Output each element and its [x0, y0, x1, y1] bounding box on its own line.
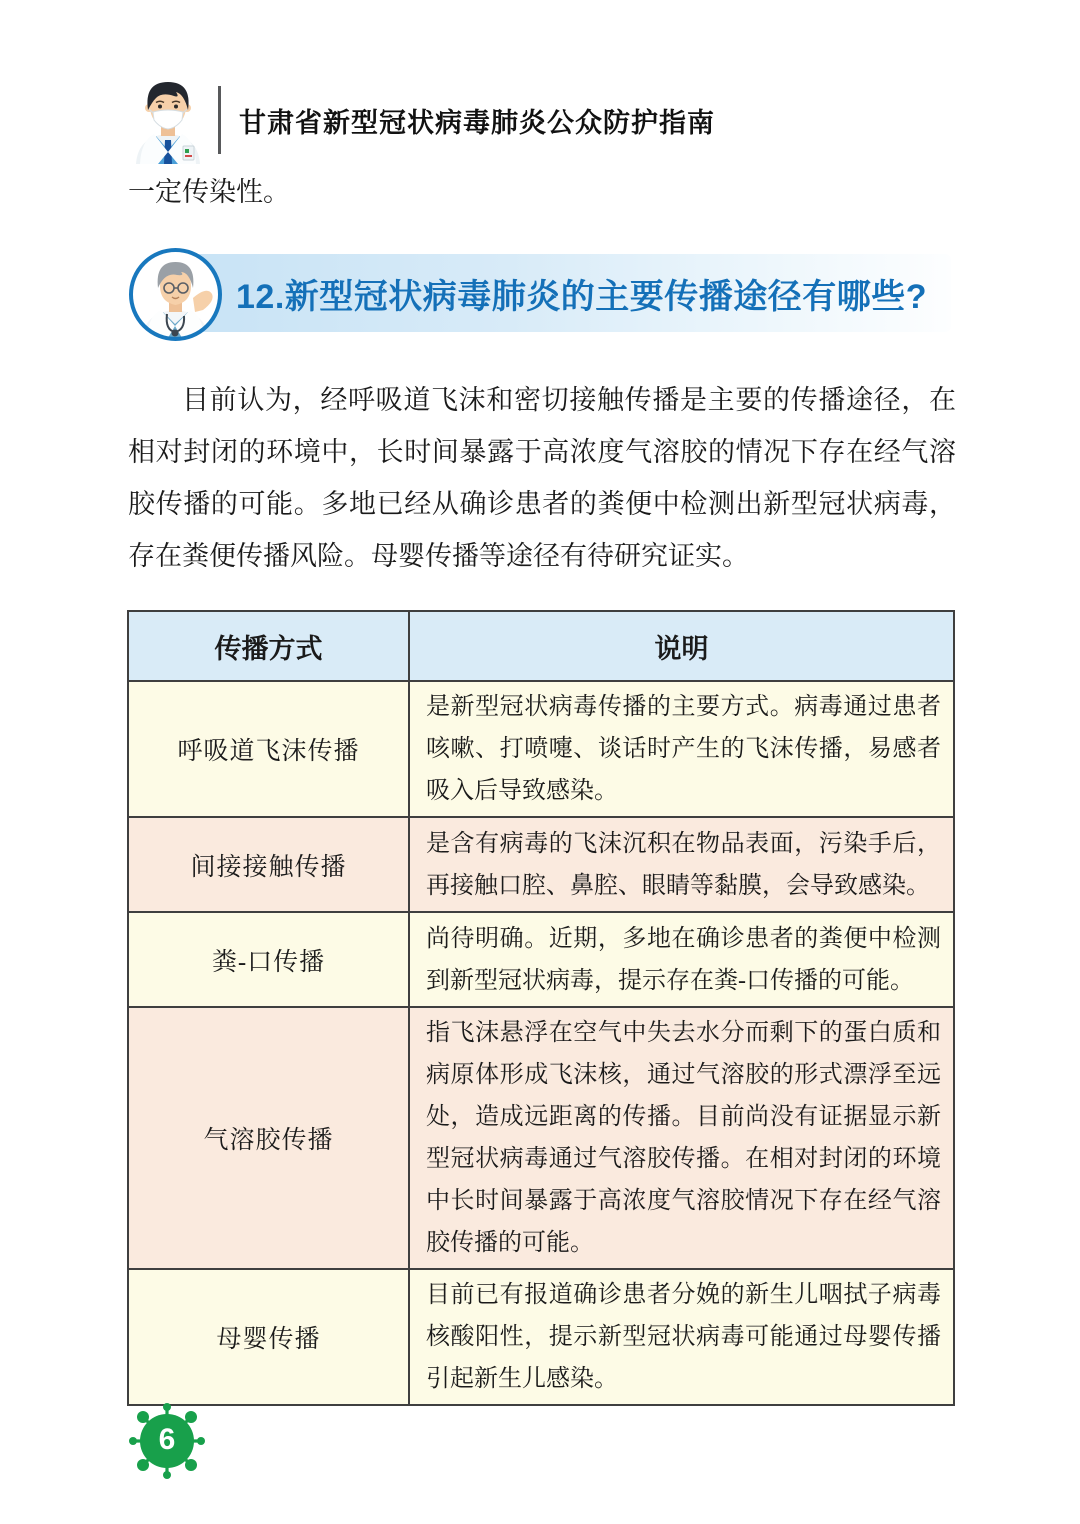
description-cell: 指飞沫悬浮在空气中失去水分而剩下的蛋白质和病原体形成飞沫核，通过气溶胶的形式漂浮至远处，造成远距离的传播。目前尚没有证据显示新型冠状病毒通过气溶胶传播。在相对封闭的环境中长时间暴露于高浓度气溶胶情况下存在经气溶胶传播的可能。	[409, 1007, 954, 1269]
table-row	[128, 1269, 954, 1405]
method-cell: 间接接触传播	[128, 817, 409, 912]
section-heading: 12.新型冠状病毒肺炎的主要传播途径有哪些?	[236, 277, 928, 316]
description-cell: 尚待明确。近期，多地在确诊患者的粪便中检测到新型冠状病毒，提示存在粪-口传播的可能。	[409, 912, 954, 1007]
method-cell: 呼吸道飞沫传播	[128, 681, 409, 817]
transmission-table	[127, 610, 955, 1406]
table-row	[128, 681, 954, 817]
column-header-description: 说明	[409, 611, 954, 681]
question-banner	[150, 254, 951, 332]
description-cell: 目前已有报道确诊患者分娩的新生儿咽拭子病毒核酸阳性，提示新型冠状病毒可能通过母婴传播引起新生儿感染。	[409, 1269, 954, 1405]
table-row	[128, 1007, 954, 1269]
header-divider	[218, 86, 221, 154]
page-number: 6	[158, 1423, 176, 1456]
document-title: 甘肃省新型冠状病毒肺炎公众防护指南	[239, 107, 715, 138]
table-row	[128, 817, 954, 912]
table-row	[128, 912, 954, 1007]
method-cell: 气溶胶传播	[128, 1007, 409, 1269]
body-paragraph: 目前认为，经呼吸道飞沫和密切接触传播是主要的传播途径，在相对封闭的环境中，长时间暴露于高浓度气溶胶的情况下存在经气溶胶传播的可能。多地已经从确诊患者的粪便中检测出新型冠状病毒，存在粪便传播风险。母婴传播等途径有待研究证实。	[128, 385, 956, 571]
method-cell: 母婴传播	[128, 1269, 409, 1405]
description-cell: 是含有病毒的飞沫沉积在物品表面，污染手后，再接触口腔、鼻腔、眼睛等黏膜，会导致感染。	[409, 817, 954, 912]
doctor-circle-icon	[127, 246, 224, 343]
page-number-badge	[126, 1400, 208, 1482]
table-header-row	[128, 611, 954, 681]
column-header-method: 传播方式	[128, 611, 409, 681]
method-cell: 粪-口传播	[128, 912, 409, 1007]
doctor-avatar-icon	[128, 76, 208, 164]
doc-header	[128, 76, 715, 164]
description-cell: 是新型冠状病毒传播的主要方式。病毒通过患者咳嗽、打喷嚏、谈话时产生的飞沫传播，易感者吸入后导致感染。	[409, 681, 954, 817]
intro-text: 一定传染性。	[128, 177, 290, 207]
